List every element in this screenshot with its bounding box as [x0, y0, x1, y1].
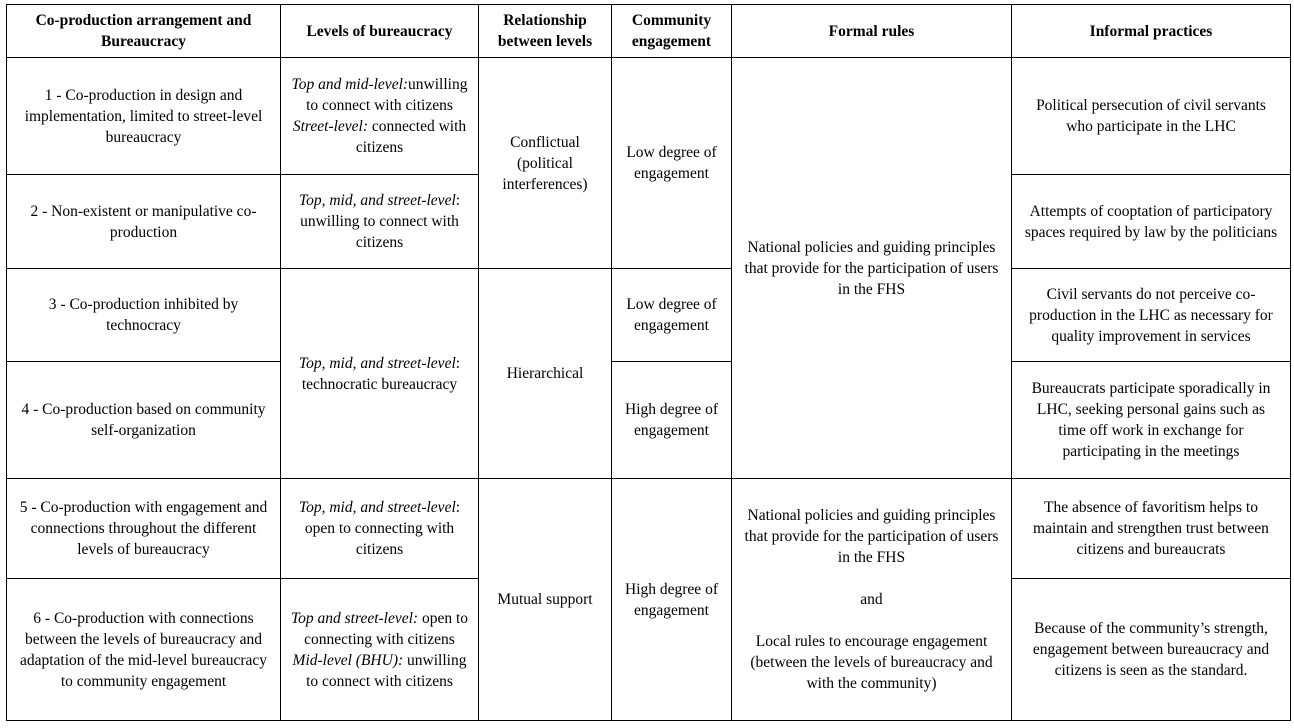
- relationship-cell: Conflictual (political interferences): [479, 58, 612, 269]
- arrangement-cell: 1 - Co-production in design and implementation, limited to street-level bureaucracy: [7, 58, 281, 175]
- header-engagement: Community engagement: [612, 5, 732, 58]
- informal-practice-cell: The absence of favoritism helps to maintain and strengthen trust between citizens and bureaucrats: [1012, 479, 1291, 579]
- level-line: [287, 116, 472, 158]
- levels-cell: [281, 479, 479, 579]
- relationship-cell: Mutual support: [479, 479, 612, 721]
- relationship-cell: Hierarchical: [479, 269, 612, 479]
- arrangement-cell: 6 - Co-production with connections between the levels of bureaucracy and adaptation of the mid-level bureaucracy to community engagement: [7, 579, 281, 721]
- level-term: Top, mid, and street-level: [298, 354, 456, 372]
- informal-practice-cell: Political persecution of civil servants who participate in the LHC: [1012, 58, 1291, 175]
- level-term: Mid-level (BHU):: [292, 651, 404, 669]
- engagement-cell: Low degree of engagement: [612, 269, 732, 362]
- informal-practice-cell: Bureaucrats participate sporadically in LHC, seeking personal gains such as time off work in exchange for participating in the meetings: [1012, 362, 1291, 479]
- levels-cell: [281, 579, 479, 721]
- formal-rules-cell: [732, 479, 1012, 721]
- level-term: Top and street-level:: [290, 609, 419, 627]
- header-levels: Levels of bureaucracy: [281, 5, 479, 58]
- formal-rule-national: National policies and guiding principles that provide for the participation of users in the FHS: [744, 507, 999, 566]
- arrangement-cell: 5 - Co-production with engagement and connections throughout the different levels of bureaucracy: [7, 479, 281, 579]
- level-desc: open to connecting with citizens: [304, 609, 469, 648]
- header-arrangement: Co-production arrangement and Bureaucracy: [7, 5, 281, 58]
- formal-rules-cell: National policies and guiding principles that provide for the participation of users in the FHS: [732, 58, 1012, 479]
- level-term: Top, mid, and street-level: [298, 192, 456, 209]
- level-desc: unwilling to connect with citizens: [306, 76, 468, 114]
- levels-cell: [281, 175, 479, 269]
- level-desc: : unwilling to connect with citizens: [300, 192, 461, 251]
- level-term: Street-level:: [292, 118, 368, 135]
- level-desc: connected with citizens: [355, 118, 467, 156]
- header-row: [7, 5, 1291, 58]
- table-row: [7, 58, 1291, 175]
- arrangement-cell: 4 - Co-production based on community self-organization: [7, 362, 281, 479]
- arrangement-cell: 3 - Co-production inhibited by technocracy: [7, 269, 281, 362]
- level-term: Top, mid, and street-level: [298, 499, 456, 516]
- header-relationship: Relationship between levels: [479, 5, 612, 58]
- level-desc: : open to connecting with citizens: [304, 499, 461, 558]
- engagement-cell: Low degree of engagement: [612, 58, 732, 269]
- formal-rule-conjunction: and: [860, 591, 883, 608]
- formal-rule-local: Local rules to encourage engagement (between the levels of bureaucracy and with the community): [750, 633, 993, 692]
- table-row: [7, 362, 1291, 479]
- informal-practice-cell: Civil servants do not perceive co-production in the LHC as necessary for quality improvement in services: [1012, 269, 1291, 362]
- level-term: Top and mid-level:: [291, 76, 409, 93]
- engagement-cell: High degree of engagement: [612, 362, 732, 479]
- levels-cell: [281, 58, 479, 175]
- informal-practice-cell: Attempts of cooptation of participatory spaces required by law by the politicians: [1012, 175, 1291, 269]
- header-formal-rules: Formal rules: [732, 5, 1012, 58]
- engagement-cell: High degree of engagement: [612, 479, 732, 721]
- table-row: [7, 479, 1291, 579]
- informal-practice-cell: Because of the community’s strength, engagement between bureaucracy and citizens is seen as the standard.: [1012, 579, 1291, 721]
- level-desc: unwilling to connect with citizens: [306, 651, 467, 690]
- level-desc: : technocratic bureaucracy: [301, 354, 461, 393]
- header-informal-practices: Informal practices: [1012, 5, 1291, 58]
- table-row: [7, 269, 1291, 362]
- level-line: [287, 650, 472, 692]
- co-production-table: [6, 4, 1291, 721]
- arrangement-cell: 2 - Non-existent or manipulative co-production: [7, 175, 281, 269]
- levels-cell: [281, 269, 479, 479]
